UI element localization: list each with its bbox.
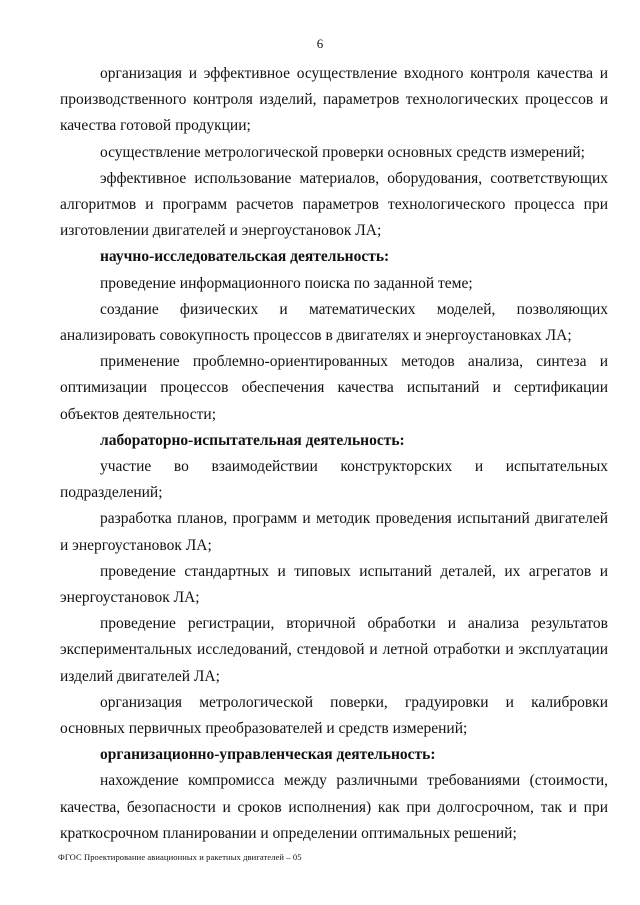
page-footer: ФГОС Проектирование авиационных и ракетных двигателей – 05 (58, 852, 302, 862)
section-heading: лабораторно-испытательная деятельность: (100, 431, 405, 449)
paragraph: нахождение компромисса между различными требованиями (стоимости, качества, безопасности и сроков исполнения) как при долгосрочном, так и при краткосрочном планировании и определении оптимальных решений; (60, 772, 608, 842)
paragraph: эффективное использование материалов, оборудования, соответствующих алгоритмов и программ расчетов параметров технологического процесса при изготовлении двигателей и энергоустановок ЛА; (60, 169, 608, 240)
paragraph: проведение информационного поиска по заданной теме; (100, 274, 473, 292)
paragraph: участие во взаимодействии конструкторских и испытательных подразделений; (60, 458, 608, 502)
paragraph: применение проблемно-ориентированных методов анализа, синтеза и оптимизации процессов обеспечения качества испытаний и сертификации объектов деятельности; (60, 353, 608, 423)
body-text (60, 61, 608, 847)
page-number: 6 (316, 36, 324, 51)
paragraph: разработка планов, программ и методик проведения испытаний двигателей и энергоустановок ЛА; (60, 510, 608, 554)
paragraph: проведение стандартных и типовых испытаний деталей, их агрегатов и энергоустановок ЛА; (60, 562, 608, 607)
paragraph: организация и эффективное осуществление входного контроля качества и производственного контроля изделий, параметров технологических процессов и качества готовой продукции; (60, 65, 608, 135)
paragraph: проведение регистрации, вторичной обработки и анализа результатов экспериментальных исследований, стендовой и летной отработки и эксплуатации изделий двигателей ЛА; (60, 615, 608, 685)
section-heading: научно-исследовательская деятельность: (100, 248, 390, 266)
section-heading: организационно-управленческая деятельность: (100, 746, 436, 764)
paragraph: организация метрологической поверки, градуировки и калибровки основных первичных преобразователей и средств измерений; (60, 693, 608, 738)
paragraph: осуществление метрологической проверки основных средств измерений; (100, 143, 585, 161)
paragraph: создание физических и математических моделей, позволяющих анализировать совокупность процессов в двигателях и энергоустановках ЛА; (60, 300, 608, 345)
